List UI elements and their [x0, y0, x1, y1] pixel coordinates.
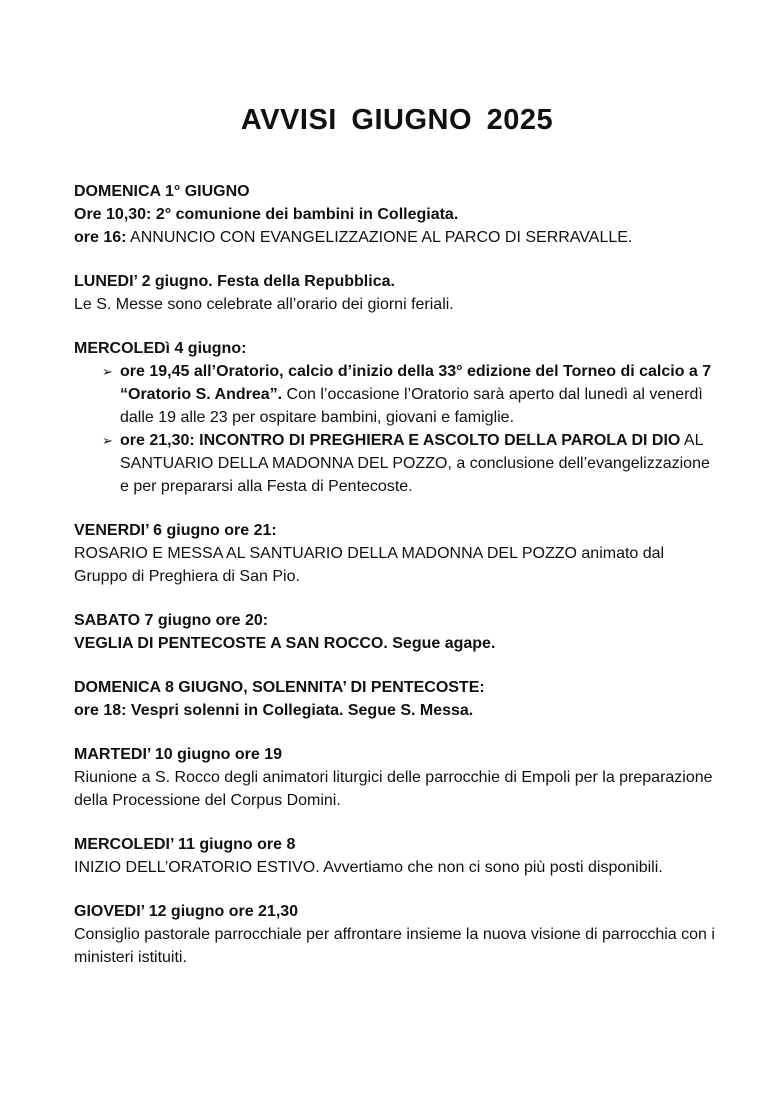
arrowhead-bullet-icon: ➢ — [102, 364, 113, 379]
section-heading: MARTEDI’ 10 giugno ore 19 — [74, 746, 283, 763]
section-heading: MERCOLEDì 4 giugno: — [74, 340, 247, 357]
list-item — [102, 360, 720, 429]
notice-text: Con l’occasione l’Oratorio sarà aperto dal lunedì al venerdì dalle 19 alle 23 per ospitare bambini, giovani e famiglie. — [120, 386, 703, 426]
notice-line: ROSARIO E MESSA AL SANTUARIO DELLA MADONNA DEL POZZO animato dal Gruppo di Preghiera di San Pio. — [74, 545, 665, 585]
bullet-list — [74, 360, 720, 498]
document-title: AVVISI GIUGNO 2025 — [240, 104, 554, 136]
section-heading: DOMENICA 1° GIUGNO — [74, 183, 250, 200]
section-venerdi-6 — [74, 519, 720, 588]
arrowhead-bullet-icon: ➢ — [102, 433, 113, 448]
section-mercoledi-11 — [74, 833, 720, 879]
notice-line — [74, 226, 720, 249]
section-heading: LUNEDI’ 2 giugno. Festa della Repubblica. — [74, 273, 395, 290]
notice-line: Le S. Messe sono celebrate all’orario dei giorni feriali. — [74, 296, 454, 313]
section-giovedi-12 — [74, 900, 720, 969]
section-heading: VENERDI’ 6 giugno ore 21: — [74, 522, 277, 539]
notice-line: Riunione a S. Rocco degli animatori liturgici delle parrocchie di Empoli per la preparazione della Processione del Corpus Domini. — [74, 769, 713, 809]
notice-line: ore 18: Vespri solenni in Collegiata. Segue S. Messa. — [74, 702, 474, 719]
section-heading: GIOVEDI’ 12 giugno ore 21,30 — [74, 903, 299, 920]
section-heading: SABATO 7 giugno ore 20: — [74, 612, 269, 629]
notice-text: AL SANTUARIO DELLA MADONNA DEL POZZO, a conclusione dell’evangelizzazione e per prepararsi alla Festa di Pentecoste. — [120, 432, 710, 495]
notice-time: ore 16: — [74, 229, 127, 246]
notice-highlight: ore 19,45 all’Oratorio, calcio d’inizio della 33° edizione del Torneo di calcio a 7 “Oratorio S. Andrea”. — [120, 363, 712, 403]
section-lunedi-2 — [74, 270, 720, 316]
notice-highlight: ore 21,30: INCONTRO DI PREGHIERA E ASCOLTO DELLA PAROLA DI DIO — [120, 432, 681, 449]
notice-line: Consiglio pastorale parrocchiale per affrontare insieme la nuova visione di parrocchia con i ministeri istituiti. — [74, 926, 715, 966]
notice-line: INIZIO DELL’ORATORIO ESTIVO. Avvertiamo che non ci sono più posti disponibili. — [74, 859, 663, 876]
list-item — [102, 429, 720, 498]
section-mercoledi-4 — [74, 337, 720, 498]
section-sabato-7 — [74, 609, 720, 655]
section-domenica-8 — [74, 676, 720, 722]
section-domenica-1 — [74, 180, 720, 249]
section-heading: MERCOLEDI’ 11 giugno ore 8 — [74, 836, 296, 853]
section-martedi-10 — [74, 743, 720, 812]
notice-line: Ore 10,30: 2° comunione dei bambini in Collegiata. — [74, 206, 459, 223]
notice-line: VEGLIA DI PENTECOSTE A SAN ROCCO. Segue agape. — [74, 635, 496, 652]
section-heading: DOMENICA 8 GIUGNO, SOLENNITA’ DI PENTECOSTE: — [74, 679, 485, 696]
notice-text: ANNUNCIO CON EVANGELIZZAZIONE AL PARCO DI SERRAVALLE. — [126, 229, 633, 246]
